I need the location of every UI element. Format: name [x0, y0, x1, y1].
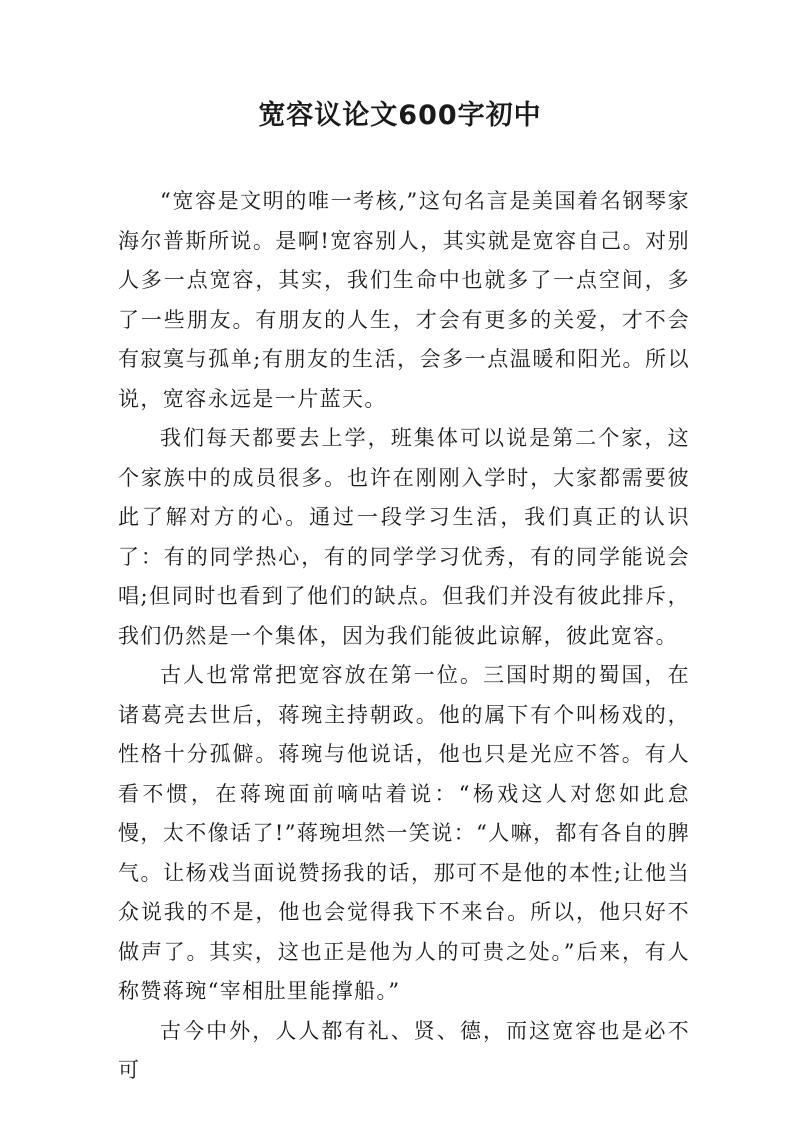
- paragraph-4: 古今中外，人人都有礼、贤、德，而这宽容也是必不可: [118, 1018, 690, 1082]
- document-body: [118, 182, 690, 1091]
- paragraph-3: 古人也常常把宽容放在第一位。三国时期的蜀国，在诸葛亮去世后，蒋琬主持朝政。他的属下有个叫杨戏的，性格十分孤僻。蒋琬与他说话，他也只是光应不答。有人看不惯，在蒋琬面前嘀咕着说：“杨戏这人对您如此怠慢，太不像话了!”蒋琬坦然一笑说：“人嘛，都有各自的脾气。让杨戏当面说赞扬我的话，那可不是他的本性;让他当众说我的不是，他也会觉得我下不来台。所以，他只好不做声了。其实，这也正是他为人的可贵之处。”后来，有人称赞蒋琬“宰相肚里能撑船。”: [118, 663, 690, 1003]
- paragraph-1: “宽容是文明的唯一考核,”这句名言是美国着名钢琴家海尔普斯所说。是啊!宽容别人，其实就是宽容自己。对别人多一点宽容，其实，我们生命中也就多了一点空间，多了一些朋友。有朋友的人生，才会有更多的关爱，才不会有寂寞与孤单;有朋友的生活，会多一点温暖和阳光。所以说，宽容永远是一片蓝天。: [118, 189, 690, 411]
- document-title: 宽容议论文600字初中: [258, 100, 542, 131]
- paragraph-2: 我们每天都要去上学，班集体可以说是第二个家，这个家族中的成员很多。也许在刚刚入学时，大家都需要彼此了解对方的心。通过一段学习生活，我们真正的认识了：有的同学热心，有的同学学习优秀，有的同学能说会唱;但同时也看到了他们的缺点。但我们并没有彼此排斥，我们仍然是一个集体，因为我们能彼此谅解，彼此宽容。: [118, 426, 690, 648]
